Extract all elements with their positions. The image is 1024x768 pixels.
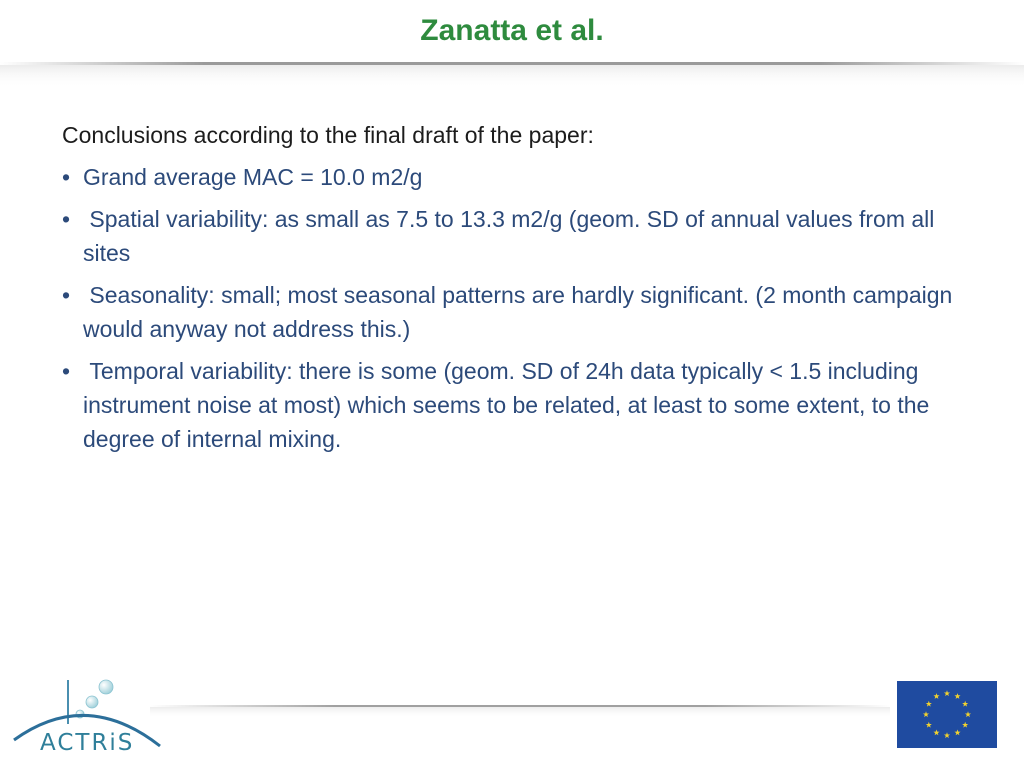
bullet-text: Spatial variability: as small as 7.5 to 13.3 m2/g (geom. SD of annual values from all sites bbox=[83, 206, 941, 266]
bullet-text: Grand average MAC = 10.0 m2/g bbox=[83, 164, 423, 190]
list-item bbox=[62, 202, 962, 270]
bottom-divider bbox=[150, 700, 890, 718]
top-divider bbox=[0, 58, 1024, 90]
list-item bbox=[62, 278, 962, 346]
slide-content bbox=[62, 118, 962, 464]
eu-flag-icon bbox=[897, 681, 997, 748]
bullet-text: Seasonality: small; most seasonal patterns are hardly significant. (2 month campaign would anyway not address this.) bbox=[83, 282, 959, 342]
bullet-dot: • bbox=[62, 206, 71, 232]
actris-logo-text: ACTRiS bbox=[40, 730, 135, 756]
bullet-list bbox=[62, 160, 962, 456]
bullet-text: Temporal variability: there is some (geom. SD of 24h data typically < 1.5 including instrument noise at most) which seems to be related, at least to some extent, to the degree of internal mixing. bbox=[83, 358, 936, 452]
list-item bbox=[62, 160, 962, 194]
bullet-dot: • bbox=[62, 358, 71, 384]
bullet-dot: • bbox=[62, 164, 71, 190]
list-item bbox=[62, 354, 962, 456]
intro-text: Conclusions according to the final draft of the paper: bbox=[62, 122, 594, 148]
slide-title: Zanatta et al. bbox=[420, 14, 604, 47]
bullet-dot: • bbox=[62, 282, 71, 308]
